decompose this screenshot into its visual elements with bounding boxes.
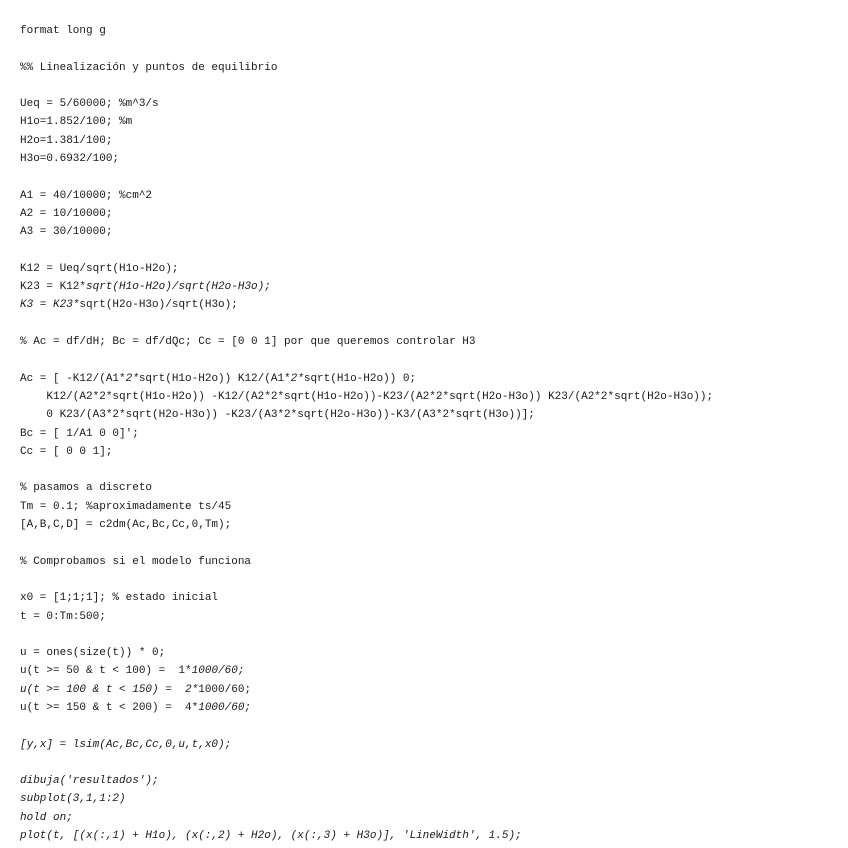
code-listing	[20, 22, 840, 845]
code-line	[20, 662, 840, 680]
code-segment: 2*	[290, 372, 304, 385]
code-line	[20, 790, 840, 808]
code-line	[20, 589, 840, 607]
code-segment: 2*	[125, 372, 139, 385]
code-line	[20, 736, 840, 754]
code-segment: sqrt(H1o-H2o)) K12/(A1*	[138, 372, 291, 385]
code-segment: K12/(A2*2*sqrt(H1o-H2o)) -K12/(A2*2*sqrt(H1o-H2o))-K23/(A2*2*sqrt(H2o-H3o)) K23/(A2*2*sqrt(H2o-H3o));	[20, 390, 714, 403]
code-segment: sqrt(H2o-H3o)/sqrt(H3o);	[79, 299, 238, 312]
code-segment: K3 = K23*	[20, 299, 80, 312]
code-line	[20, 571, 840, 589]
code-segment: u(t >= 50 & t < 100) = 1*	[20, 665, 192, 678]
code-line	[20, 809, 840, 827]
code-segment: Bc = [ 1/A1 0 0]';	[20, 427, 139, 440]
code-segment: % Comprobamos si el modelo funciona	[20, 555, 252, 568]
code-line	[20, 95, 840, 113]
code-line	[20, 534, 840, 552]
code-line	[20, 242, 840, 260]
code-line	[20, 717, 840, 735]
code-segment: %% Linealización y puntos de equilibrio	[20, 61, 278, 74]
code-line	[20, 223, 840, 241]
code-segment: 1000/60;	[191, 665, 245, 678]
code-segment: K23 = K12*	[20, 281, 87, 294]
code-segment: A3 = 30/10000;	[20, 226, 113, 239]
code-segment: A1 = 40/10000; %cm^2	[20, 189, 153, 202]
code-line	[20, 296, 840, 314]
code-line	[20, 553, 840, 571]
code-line	[20, 315, 840, 333]
code-line	[20, 370, 840, 388]
code-line	[20, 187, 840, 205]
code-line	[20, 113, 840, 131]
code-line	[20, 388, 840, 406]
code-segment: plot(t, [(x(:,1) + H1o), (x(:,2) + H2o), (x(:,3) + H3o)], 'LineWidth', 1.5);	[20, 830, 522, 843]
code-segment: x0 = [1;1;1]; % estado inicial	[20, 592, 219, 605]
code-segment: % pasamos a discreto	[20, 482, 153, 495]
code-segment: 1000/60;	[198, 683, 252, 696]
code-segment: Ueq = 5/60000; %m^3/s	[20, 98, 159, 111]
code-segment: format long g	[20, 25, 106, 37]
code-segment: H1o=1.852/100; %m	[20, 116, 133, 129]
code-segment: K12 = Ueq/sqrt(H1o-H2o);	[20, 262, 179, 275]
code-line	[20, 699, 840, 717]
code-line	[20, 168, 840, 186]
code-line	[20, 479, 840, 497]
code-line	[20, 827, 840, 845]
code-segment: H2o=1.381/100;	[20, 134, 113, 147]
code-line	[20, 754, 840, 772]
code-segment: [y,x] = lsim(Ac,Bc,Cc,0,u,t,x0);	[20, 738, 232, 751]
code-line	[20, 608, 840, 626]
code-line	[20, 351, 840, 369]
code-segment: u(t >= 150 & t < 200) = 4*	[20, 701, 199, 714]
code-line	[20, 40, 840, 58]
code-line	[20, 461, 840, 479]
code-segment: dibuja('resultados');	[20, 775, 159, 788]
code-segment: sqrt(H1o-H2o)) 0;	[303, 372, 417, 385]
code-segment: u(t >= 100 & t < 150) = 2*	[20, 683, 199, 696]
code-segment: Tm = 0.1; %aproximadamente ts/45	[20, 500, 232, 513]
code-segment: u = ones(size(t)) * 0;	[20, 647, 166, 660]
code-line	[20, 644, 840, 662]
code-segment: % Ac = df/dH; Bc = df/dQc; Cc = [0 0 1] por que queremos controlar H3	[20, 336, 476, 349]
code-segment: 1000/60;	[198, 701, 252, 714]
code-segment: sqrt(H1o-H2o)/sqrt(H2o-H3o);	[86, 281, 271, 294]
code-line	[20, 150, 840, 168]
code-line	[20, 772, 840, 790]
code-segment: [A,B,C,D] = c2dm(Ac,Bc,Cc,0,Tm);	[20, 519, 232, 532]
code-line	[20, 260, 840, 278]
code-segment: H3o=0.6932/100;	[20, 153, 120, 166]
code-line	[20, 498, 840, 516]
code-segment: A2 = 10/10000;	[20, 207, 113, 220]
code-line	[20, 333, 840, 351]
code-line	[20, 443, 840, 461]
code-line	[20, 205, 840, 223]
code-line	[20, 22, 840, 40]
code-line	[20, 278, 840, 296]
code-line	[20, 425, 840, 443]
code-segment: subplot(3,1,1:2)	[20, 793, 126, 806]
code-line	[20, 406, 840, 424]
code-line	[20, 59, 840, 77]
code-segment: 0 K23/(A3*2*sqrt(H2o-H3o)) -K23/(A3*2*sqrt(H2o-H3o))-K3/(A3*2*sqrt(H3o))];	[20, 409, 535, 422]
code-line	[20, 77, 840, 95]
code-segment: Ac = [ -K12/(A1*	[20, 372, 126, 385]
code-segment: Cc = [ 0 0 1];	[20, 445, 113, 458]
code-line	[20, 132, 840, 150]
code-line	[20, 516, 840, 534]
code-segment: hold on;	[20, 811, 73, 824]
code-line	[20, 681, 840, 699]
code-line	[20, 626, 840, 644]
code-segment: t = 0:Tm:500;	[20, 610, 106, 623]
